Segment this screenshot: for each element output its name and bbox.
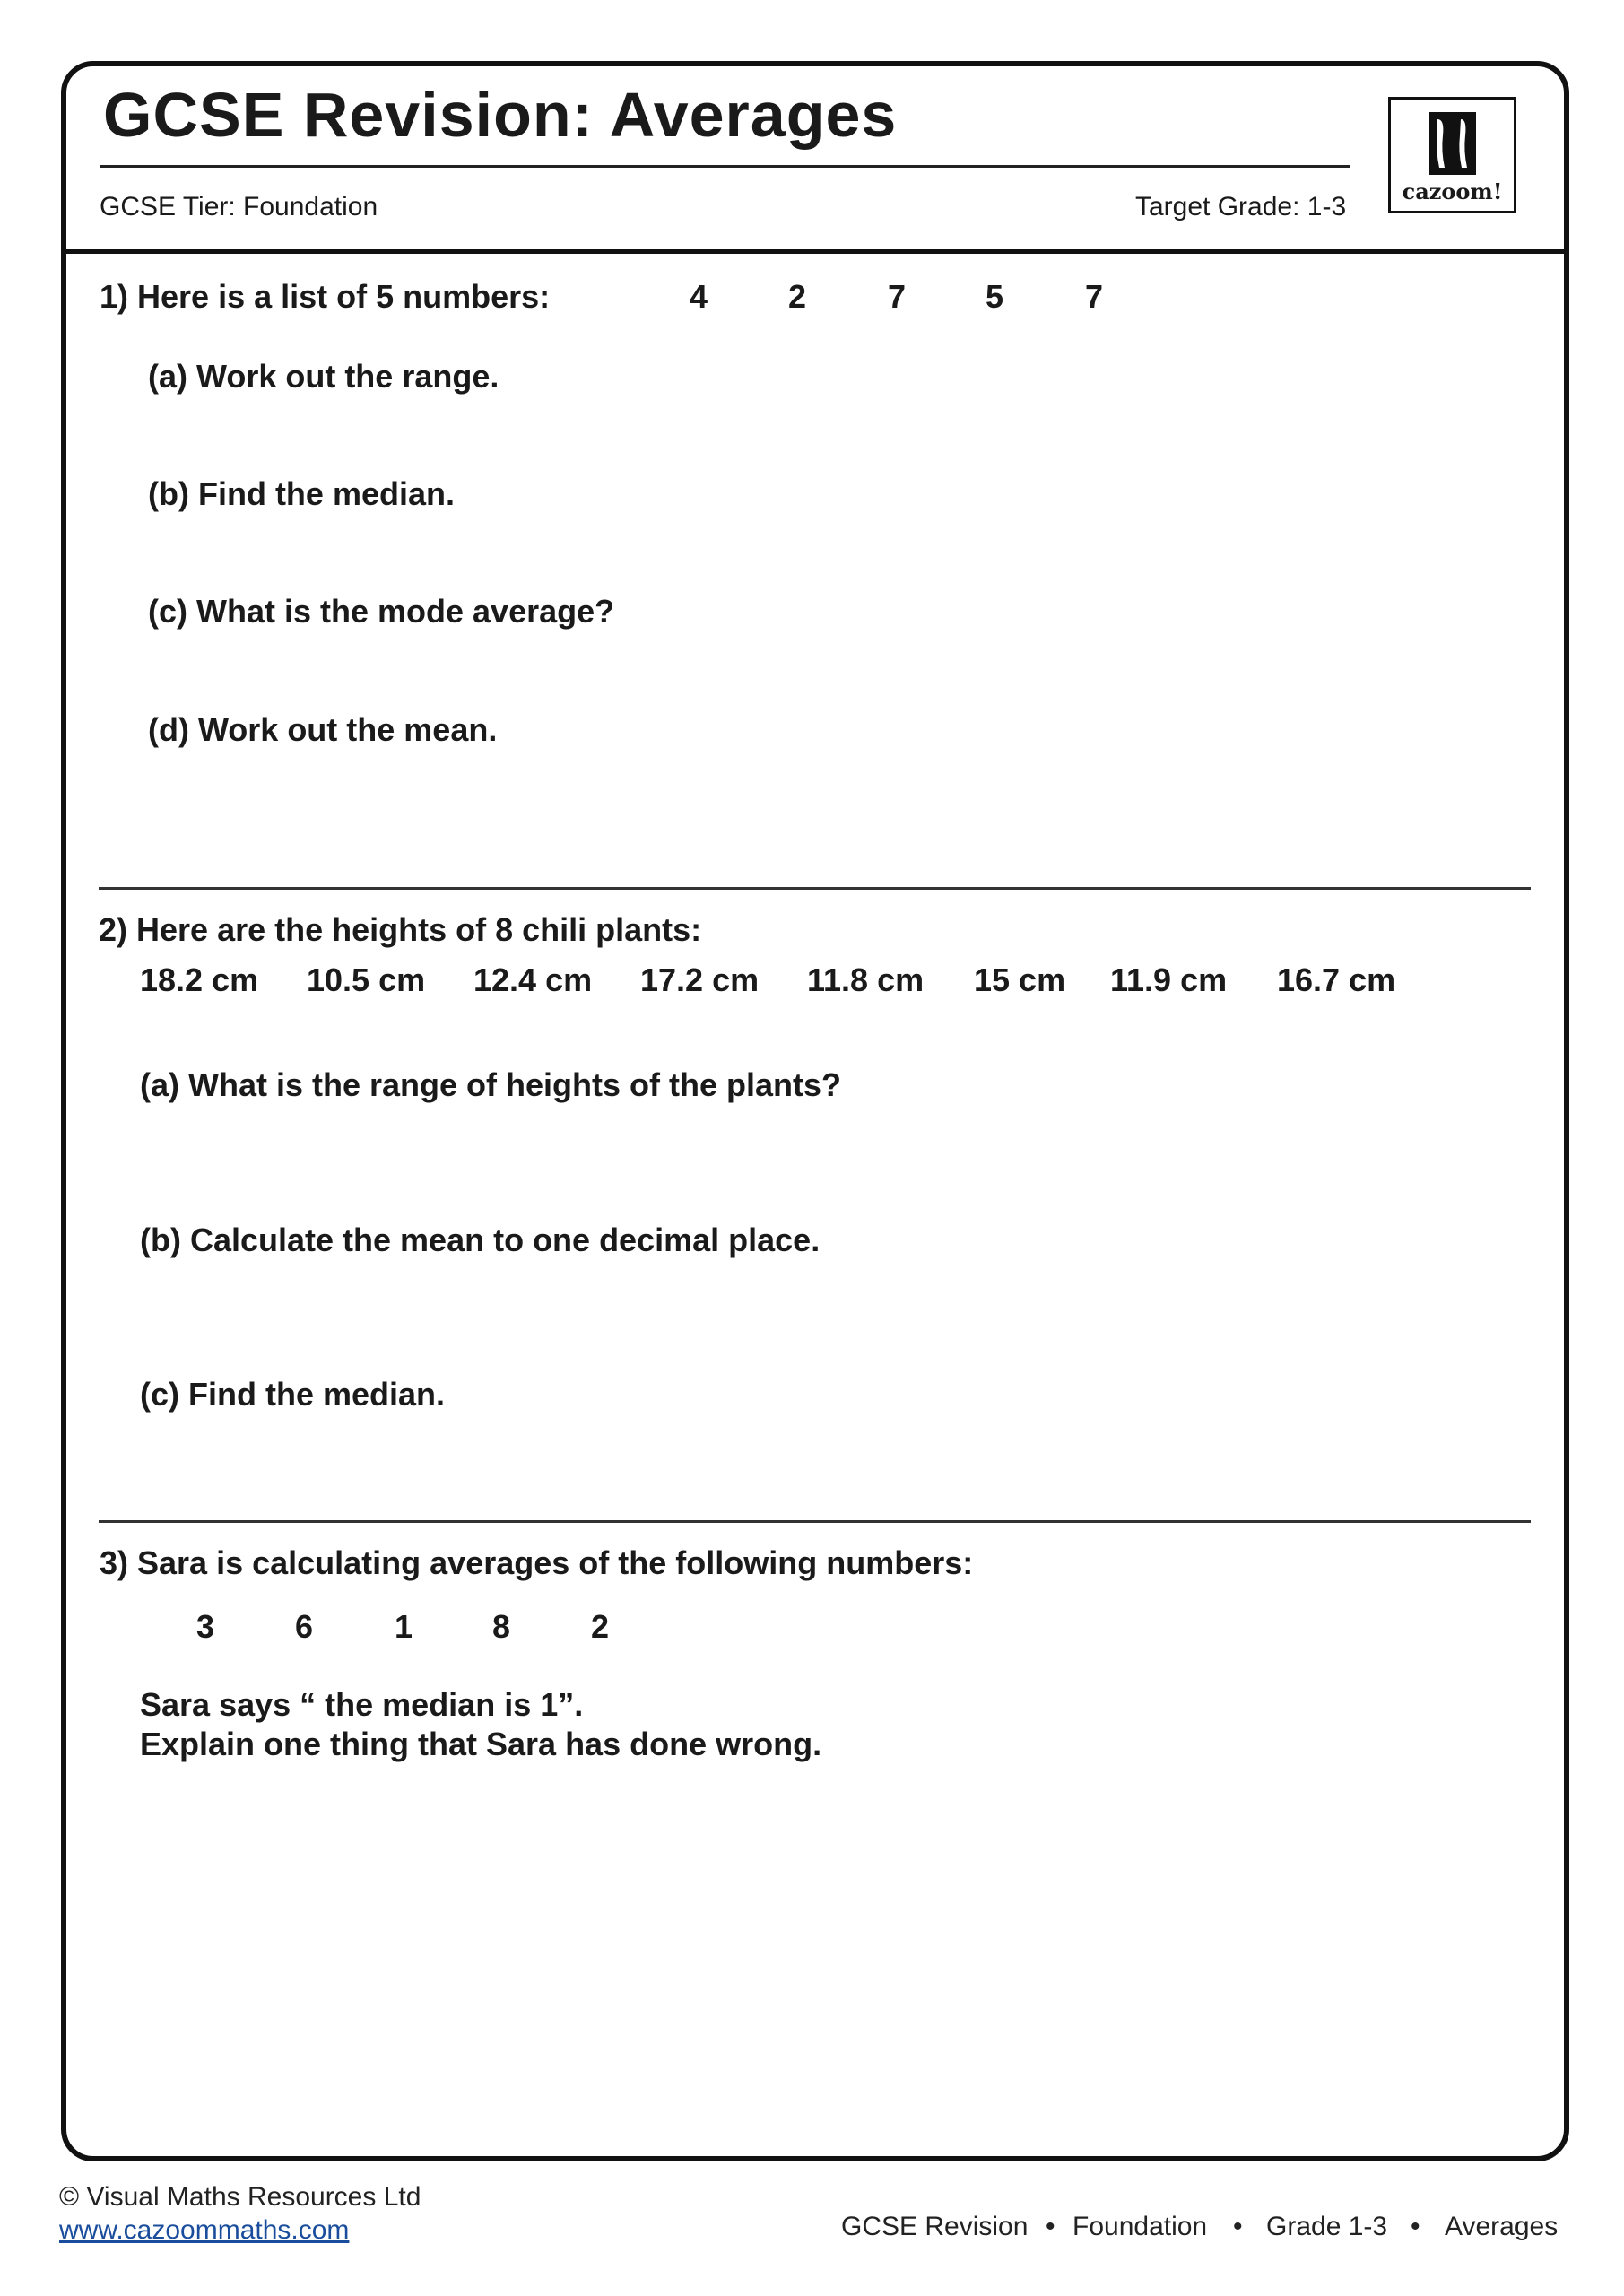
question-divider [99,887,1531,890]
q3-number: 6 [295,1608,314,1645]
q1-part-c: (c) What is the mode average? [148,593,615,630]
footer-bullet: • [1233,2212,1243,2241]
footer-crumb: GCSE Revision [841,2212,1029,2241]
q1-number: 7 [1085,278,1104,315]
q1-number: 7 [888,278,907,315]
q3-stem: 3) Sara is calculating averages of the following numbers: [100,1544,974,1581]
q2-height: 17.2 cm [640,961,760,998]
q1-part-d: (d) Work out the mean. [148,711,498,748]
q2-height: 11.8 cm [807,961,925,998]
title-underline [100,165,1350,168]
header-divider [64,249,1567,254]
footer-crumb: Grade 1-3 [1266,2212,1388,2241]
q2-height: 16.7 cm [1277,961,1396,998]
q2-height: 11.9 cm [1110,961,1228,998]
q2-part-b: (b) Calculate the mean to one decimal place. [140,1222,821,1258]
q1-number: 2 [788,278,807,315]
q1-part-b: (b) Find the median. [148,475,455,512]
q1-number: 5 [986,278,1004,315]
worksheet-title: GCSE Revision: Averages [103,80,898,150]
q3-number: 8 [492,1608,511,1645]
q2-height: 12.4 cm [473,961,593,998]
q3-number: 2 [591,1608,610,1645]
copyright-text: © Visual Maths Resources Ltd [59,2182,421,2212]
q3-number: 3 [196,1608,215,1645]
q2-part-c: (c) Find the median. [140,1376,446,1413]
target-grade-label: Target Grade: 1-3 [1135,192,1347,222]
q3-number: 1 [395,1608,413,1645]
website-link[interactable]: www.cazoommaths.com [59,2215,350,2245]
q2-height: 15 cm [974,961,1066,998]
q2-height: 18.2 cm [140,961,259,998]
q3-statement: Sara says “ the median is 1”. [140,1686,584,1723]
q1-part-a: (a) Work out the range. [148,358,499,395]
q1-number: 4 [690,278,708,315]
footer-bullet: • [1411,2212,1420,2241]
tier-label: GCSE Tier: Foundation [100,192,378,222]
q2-height: 10.5 cm [307,961,426,998]
q2-stem: 2) Here are the heights of 8 chili plants: [99,911,702,948]
footer-crumb: Foundation [1073,2212,1208,2241]
question-divider [99,1520,1531,1523]
q1-stem: 1) Here is a list of 5 numbers: [100,278,551,315]
cazoom-logo [1388,97,1516,213]
footer-bullet: • [1046,2212,1055,2241]
q2-part-a: (a) What is the range of heights of the plants? [140,1066,842,1103]
q3-instruction: Explain one thing that Sara has done wrong. [140,1726,822,1762]
footer-crumb: Averages [1445,2212,1559,2241]
logo-text: cazoom! [1402,178,1503,204]
